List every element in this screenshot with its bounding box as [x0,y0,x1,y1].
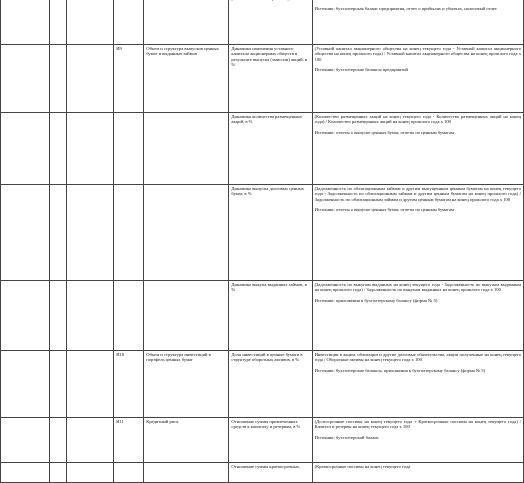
indicator-cell: Отношение суммы краткосрочных, [229,463,312,483]
blank-cell [50,281,67,351]
blank-cell [50,418,67,463]
group-cell [144,0,229,45]
table-row [1,281,524,351]
blank-cell [1,113,50,185]
formula-text: (Долгосрочные пассивы на конец текущего года + Краткосрочные пассивы на конец текущего года) / Капитал и резервы на конец текущего года х 100 [314,419,521,430]
blank-cell [1,185,50,281]
formula-cell [312,113,523,185]
table-row [1,113,524,185]
group-cell [144,185,229,281]
formula-cell [312,45,523,113]
indicator-cell: Динамика выкупа выданных займов, в % [229,281,312,351]
blank-cell [50,0,67,45]
formula-cell [312,281,523,351]
source-text: Источник: отчеты о выпуске ценных бумаг, отчеты по ценным бумагам [314,129,454,135]
blank-cell [1,45,50,113]
source-text: Источник: бухгалтерский баланс [314,434,379,440]
table-row [1,463,524,483]
indicator-cell: Динамика выпуска долговых ценных бумаг, в % [229,185,312,281]
table-row [1,418,524,463]
blank-cell [1,0,50,45]
formula-cell [312,351,523,418]
blank-cell [50,351,67,418]
group-cell [144,463,229,483]
indicator-cell: Динамика изменения уставного капитала акционерных обществ в результате выпуска (эмиссии) акций, в % [229,45,312,113]
group-cell: Объем и структура инвестиций в портфель ценных бумаг [144,351,229,418]
group-cell [144,113,229,185]
id-cell: И10 [114,351,144,418]
blank-cell [50,185,67,281]
formula-cell [312,463,523,483]
id-cell [114,463,144,483]
blank-cell [1,351,50,418]
formula-cell [312,185,523,281]
formula-text: (Краткосрочные пассивы на конец текущего года [314,464,411,469]
id-cell [114,185,144,281]
table-row [1,351,524,418]
blank-cell [1,281,50,351]
formula-text: Инвестиции в акции, облигации и другие долговые обязательства, акции полученные на конец текущего года / Оборотные активы на конец текущего года х 100 [314,352,521,363]
formula-cell [312,418,523,463]
blank-cell [67,463,114,483]
blank-cell [67,281,114,351]
indicator-cell [229,0,312,45]
indicator-cell: Динамика количества размещенных акций, в % [229,113,312,185]
source-text: Источник: бухгалтерская баланс предприятия, отчет о прибылях и убытках, налоговый отчет [314,6,497,12]
blank-cell [67,45,114,113]
source-text: Источник: бухгалтерские балансы предприятий [314,66,409,72]
blank-cell [67,0,114,45]
blank-cell [50,45,67,113]
formula-text: (Задолженность по выкупам выданных на конец текущего года - Задолженность по выкупам выданным на конец прошлого года) / Задолженность по выкупам выданных на конец прошлого года х 100 [314,282,521,293]
blank-cell [67,185,114,281]
blank-cell [50,463,67,483]
id-cell [114,281,144,351]
blank-cell [67,418,114,463]
table-row [1,185,524,281]
id-cell: И11 [114,418,144,463]
source-text: Источник: приложения к бухгалтерскому балансу (форма № 5) [314,297,438,303]
blank-cell [50,113,67,185]
table-row [1,45,524,113]
formula-text [315,0,521,1]
formula-text: (Задолженность по облигационным займам и другим выпущенным ценным бумагам на конец текущего года - Задолженность по облигационным займам и другим ценным бумагам на конец прошлого года) / Задолженность по облигационным займам и другим ценным бумагам на конец прошлого года х 100 [314,186,521,202]
source-text: Источник: отчеты о выпуске ценных бумаг, отчеты по ценным бумагам [314,206,454,212]
group-cell: Кредитный риск [144,418,229,463]
blank-cell [1,418,50,463]
id-cell: И9 [114,45,144,113]
indicator-cell: Доля инвестиций в ценные бумаги в структуре оборотных активов, в % [229,351,312,418]
group-cell: Объем и структура выпусков ценных бумаг и выданных займов [144,45,229,113]
source-text: Источник: бухгалтерские балансы, приложения к бухгалтерскому балансу (форма № 5) [314,367,486,373]
id-cell [114,113,144,185]
formula-text: (Уставной капитал акционерного общества на конец текущего года - Уставной капитал акционерного общества на конец прошлого года) / Уставной капитал акционерного общества на конец прошлого года х 100 [314,46,521,62]
blank-cell [67,113,114,185]
group-cell [144,281,229,351]
indicator-cell: Отношение суммы привлеченных средств к капиталу и резервам, в % [229,418,312,463]
formula-cell [312,0,523,45]
blank-cell [1,463,50,483]
table-row [1,0,524,45]
formula-text: (Количество размещенных акций на конец текущего года - Количество размещенных акций на конец года) / Количество размещенных акций на конец прошлого года х 100 [314,114,521,125]
blank-cell [67,351,114,418]
id-cell [114,0,144,45]
